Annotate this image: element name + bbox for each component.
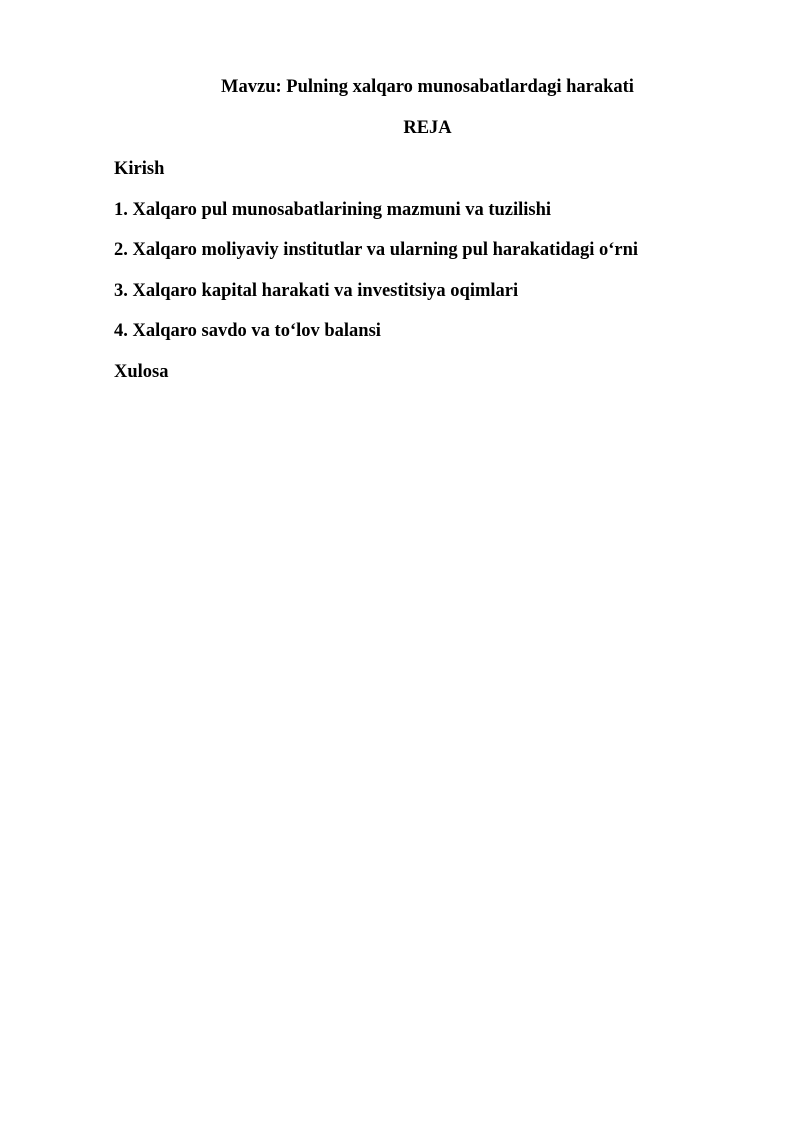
document-title: Mavzu: Pulning xalqaro munosabatlardagi harakati xyxy=(221,77,634,97)
plan-item-conclusion: Xulosa xyxy=(114,361,169,382)
plan-item-2: 2. Xalqaro moliyaviy institutlar va ularning pul harakatidagi o‘rni xyxy=(114,240,639,261)
plan-item-3: 3. Xalqaro kapital harakati va investitsiya oqimlari xyxy=(114,280,519,301)
plan-item-1: 1. Xalqaro pul munosabatlarining mazmuni va tuzilishi xyxy=(114,199,552,220)
plan-list xyxy=(114,156,774,400)
plan-item-4: 4. Xalqaro savdo va to‘lov balansi xyxy=(114,321,381,342)
plan-heading: REJA xyxy=(403,118,452,138)
plan-item-introduction: Kirish xyxy=(114,159,165,179)
